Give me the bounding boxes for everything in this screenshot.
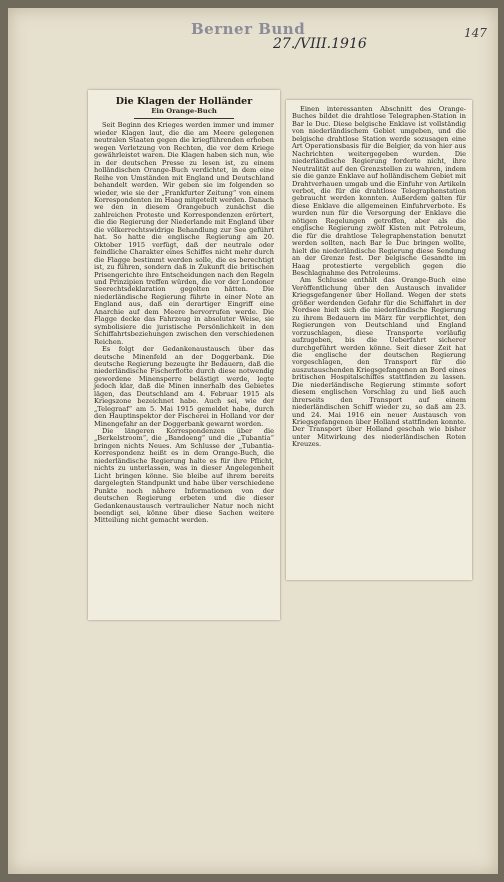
paragraph: Seit Beginn des Krieges werden immer und immer wieder Klagen laut, die die am Meere gelegenen neutralen Staaten gegen die kriegführenden erhoben wegen Verletzung von Rechten, die vor dem Kriege gewährleistet waren. Die Klagen haben sich nun, wie in der deutschen Presse zu lesen ist, zu einem holländischen Orange-Buch verdichtet, in dem eine Reihe von Umständen mit England und Deutschland behandelt werden. Wir geben sie im folgenden so wieder, wie sie der „Frankfurter Zeitung“ von einem Korrespondenten im Haag mitgeteilt werden. Danach we den in diesem Orangebuch zunächst die zahlreichen Proteste und Korrespondenzen erörtert, die die Regierung der Niederlande mit England über die völkerrechtswidrige Behandlung zur See geführt hat. So hatte die englische Regierung am 20. Oktober 1915 verfügt, daß der neutrale oder feindliche Charakter eines Schiffes nicht mehr durch die Flagge bestimmt werden solle, die es berechtigt ist, zu führen, sondern daß in Zukunft die britischen Prisengerichte ihre Entscheidungen nach den Regeln und Prinzipien treffen würden, die vor der Londoner Seerechtsdeklaration gegolten hätten. Die niederländische Regierung führte in einer Note an England aus, daß ein derartiger Eingriff eine Anarchie auf dem Meere hervorrufen werde. Die Flagge decke das Fahrzeug in absoluter Weise, sie symbolisiere die juristische Persönlichkeit in den Schiffahrtsbeziehungen zwischen den verschiedenen Reichen. xyxy=(94,121,274,346)
paragraph: Einen interessanten Abschnitt des Orange-Buches bildet die drahtlose Telegraphen-Station in Bar le Duc. Diese belgische Enklave ist vollständig von niederländischem Gebiet umgeben, und die belgische drahtlose Station werde sozusagen eine Art Operationsbasis für die Belgier, da von hier aus Nachrichten weitergegeben wurden. Die niederländische Regierung forderte nicht, ihre Neutralität auf den Grenzstellen zu wahren, indem sie die ganze Enklave auf holländischem Gebiet mit Drahtverhauen umgab und die Einfuhr von Artikeln verbot, die für die drahtlose Telegraphenstation gebraucht werden konnten. Außerdem galten für diese Enklave die allgemeinen Einfuhrverbote. Es wurden nun für die Versorgung der Enklave die nötigen Regelungen getroffen, aber als die englische Regierung zwölf Kisten mit Petroleum, die für die drahtlose Telegraphenstation benutzt werden sollten, nach Bar le Duc bringen wollte, hielt die niederländische Regierung diese Sendung an der Grenze fest. Der belgische Gesandte im Haag protestierte vergeblich gegen die Beschlagnahme des Petroleums. xyxy=(292,105,466,277)
divider xyxy=(134,118,234,119)
clipping-left xyxy=(88,90,280,620)
paragraph: Es folgt der Gedankenaustausch über das deutsche Minenfeld an der Doggerbank. Die deutsche Regierung bezeugte ihr Bedauern, daß die niederländische Fischerflotte durch diese notwendig gewordene Minensperre belästigt werde, legte jedoch klar, daß die Minen innerhalb des Gebietes lägen, das Deutschland am 4. Februar 1915 als Kriegszone bezeichnet habe. Auch sei, wie der „Telegraaf“ am 5. Mai 1915 gemeldet habe, durch den Hauptinspektor der Fischerei in Holland vor der Minengefahr an der Doggerbank gewarnt worden. xyxy=(94,345,274,428)
article-headline: Die Klagen der Holländer xyxy=(115,96,253,107)
handwritten-date: 27./VIII.1916 xyxy=(273,36,367,52)
article-column-right xyxy=(292,106,466,449)
article-column-left xyxy=(94,96,274,525)
article-subheadline: Ein Orange-Buch xyxy=(151,107,217,115)
page-number: 147 xyxy=(464,26,487,40)
newspaper-name: Berner Bund xyxy=(191,20,306,38)
archive-sheet xyxy=(8,8,498,874)
paragraph: Am Schlusse enthält das Orange-Buch eine Veröffentlichung über den Austausch invalider Kriegsgefangener über Holland. Wegen der stets größer werdenden Gefahr für die Schiffahrt in der Nordsee hielt sich die niederländische Regierung zu ihrem Bedauern im März für verpflichtet, den Regierungen von Deutschland und England vorzuschlagen, diese Transporte vorläufig aufzugeben, bis die Ueberfahrt sicherer durchgeführt werden könne. Seit dieser Zeit hat die englische der deutschen Regierung vorgeschlagen, den Transport für die auszutauschenden Kriegsgefangenen an Bord eines britischen Hospitalschiffes stattfinden zu lassen. Die niederländische Regierung stimmte sofort diesem englischen Vorschlag zu und ließ auch ihrerseits den Transport auf einem niederländischen Schiff wieder zu, so daß am 23. und 24. Mai 1916 ein neuer Austausch von Kriegsgefangenen über Holland stattfinden konnte. Der Transport über Holland geschah wie bisher unter Mitwirkung des niederländischen Roten Kreuzes. xyxy=(292,276,466,449)
paragraph: Die längeren Korrespondenzen über die „Berkelstroom“, die „Bandoeng“ und die „Tubantia“ bringen nichts Neues. Am Schlusse der „Tubantia-Korrespondenz heißt es in dem Orange-Buch, die niederländische Regierung halte es für ihre Pflicht, nichts zu unterlassen, was in dieser Angelegenheit Licht bringen könne. Sie bleibe auf ihrem bereits dargelegten Standpunkt und habe über verschiedene Punkte noch nähere Informationen von der deutschen Regierung erbeten und die dieser Gedankenaustausch vertraulicher Natur noch nicht beendigt sei, könne über diese Sachen weitere Mitteilung nicht gemacht werden. xyxy=(94,427,274,525)
clipping-right xyxy=(286,100,472,580)
